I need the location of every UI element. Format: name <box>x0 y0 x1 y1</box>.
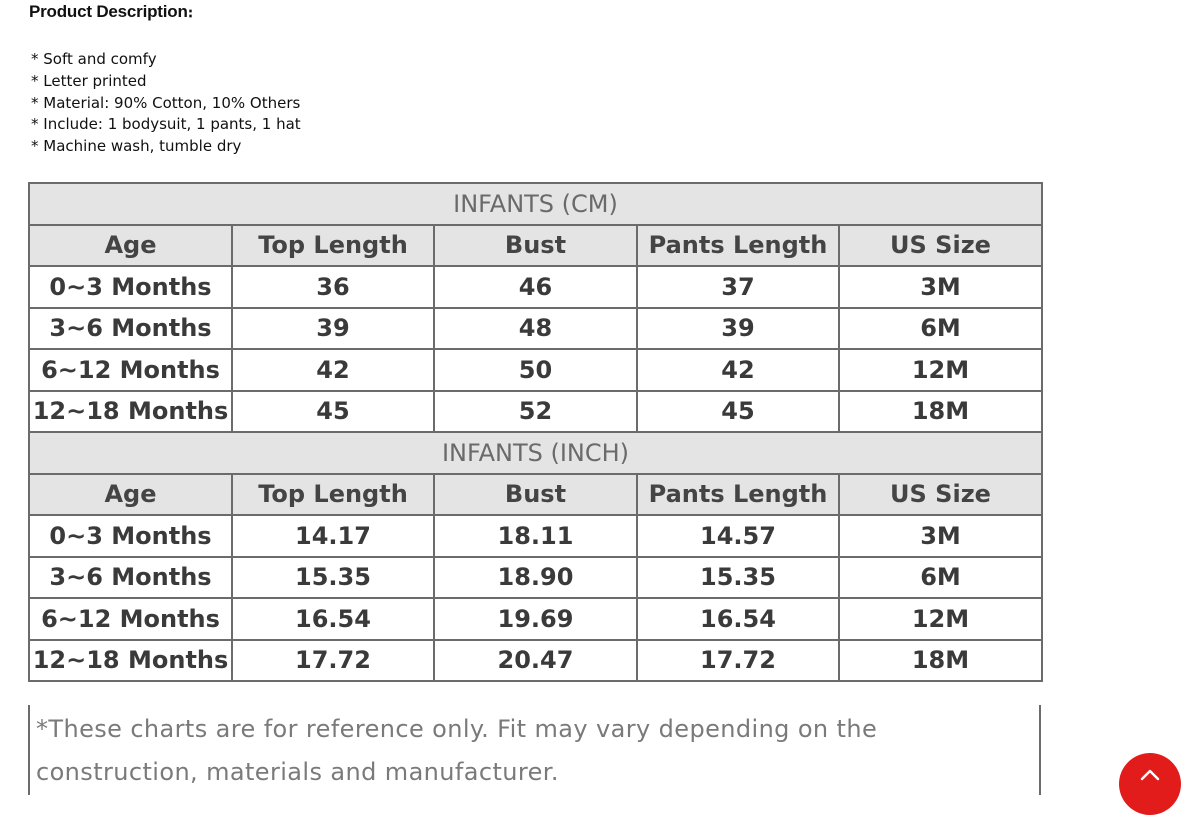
column-header: US Size <box>839 225 1042 267</box>
column-header-row <box>29 474 1042 516</box>
age-cell: 3~6 Months <box>29 308 232 350</box>
table-cell: 15.35 <box>232 557 434 599</box>
section-header-inch <box>29 432 1042 474</box>
table-row <box>29 557 1042 599</box>
table-cell: 50 <box>434 349 637 391</box>
section-header-cm <box>29 183 1042 225</box>
table-cell: 15.35 <box>637 557 839 599</box>
table-row <box>29 640 1042 682</box>
table-cell: 19.69 <box>434 598 637 640</box>
table-cell: 52 <box>434 391 637 433</box>
table-cell: 48 <box>434 308 637 350</box>
table-cell: 42 <box>637 349 839 391</box>
column-header: Age <box>29 474 232 516</box>
table-row <box>29 266 1042 308</box>
column-header: Pants Length <box>637 225 839 267</box>
column-header: Bust <box>434 225 637 267</box>
table-cell: 39 <box>232 308 434 350</box>
description-item: * Include: 1 bodysuit, 1 pants, 1 hat <box>31 114 301 136</box>
column-header: Age <box>29 225 232 267</box>
age-cell: 0~3 Months <box>29 266 232 308</box>
table-row <box>29 308 1042 350</box>
table-row <box>29 598 1042 640</box>
age-cell: 12~18 Months <box>29 391 232 433</box>
table-cell: 36 <box>232 266 434 308</box>
size-chart-note: *These charts are for reference only. Fit may vary depending on the construction, materials and manufacturer. <box>28 705 1041 795</box>
age-cell: 12~18 Months <box>29 640 232 682</box>
age-cell: 6~12 Months <box>29 349 232 391</box>
description-item: * Machine wash, tumble dry <box>31 136 301 158</box>
table-cell: 17.72 <box>232 640 434 682</box>
age-cell: 3~6 Months <box>29 557 232 599</box>
product-description-title: Product Description։ <box>29 2 194 21</box>
table-cell: 16.54 <box>637 598 839 640</box>
table-cell: 14.17 <box>232 515 434 557</box>
description-item: * Material: 90% Cotton, 10% Others <box>31 93 301 115</box>
table-cell: 6M <box>839 557 1042 599</box>
table-cell: 18.90 <box>434 557 637 599</box>
table-cell: 18.11 <box>434 515 637 557</box>
table-cell: 45 <box>637 391 839 433</box>
table-cell: 37 <box>637 266 839 308</box>
product-description-list <box>31 49 301 158</box>
table-cell: 20.47 <box>434 640 637 682</box>
table-cell: 18M <box>839 391 1042 433</box>
table-cell: 17.72 <box>637 640 839 682</box>
scroll-to-top-button[interactable] <box>1119 753 1181 815</box>
table-cell: 39 <box>637 308 839 350</box>
column-header: Top Length <box>232 225 434 267</box>
table-row <box>29 515 1042 557</box>
table-cell: 12M <box>839 349 1042 391</box>
table-cell: 18M <box>839 640 1042 682</box>
table-cell: 6M <box>839 308 1042 350</box>
table-cell: 3M <box>839 266 1042 308</box>
column-header: Top Length <box>232 474 434 516</box>
table-cell: 12M <box>839 598 1042 640</box>
table-row <box>29 349 1042 391</box>
table-cell: 42 <box>232 349 434 391</box>
column-header: Pants Length <box>637 474 839 516</box>
chevron-up-icon <box>1140 767 1160 781</box>
description-item: * Letter printed <box>31 71 301 93</box>
column-header: Bust <box>434 474 637 516</box>
age-cell: 6~12 Months <box>29 598 232 640</box>
column-header-row <box>29 225 1042 267</box>
section-title-inch: INFANTS (INCH) <box>29 432 1042 474</box>
description-item: * Soft and comfy <box>31 49 301 71</box>
table-cell: 16.54 <box>232 598 434 640</box>
table-cell: 3M <box>839 515 1042 557</box>
age-cell: 0~3 Months <box>29 515 232 557</box>
table-cell: 46 <box>434 266 637 308</box>
table-cell: 45 <box>232 391 434 433</box>
column-header: US Size <box>839 474 1042 516</box>
section-title-cm: INFANTS (CM) <box>29 183 1042 225</box>
table-row <box>29 391 1042 433</box>
size-chart-table <box>28 182 1043 682</box>
table-cell: 14.57 <box>637 515 839 557</box>
